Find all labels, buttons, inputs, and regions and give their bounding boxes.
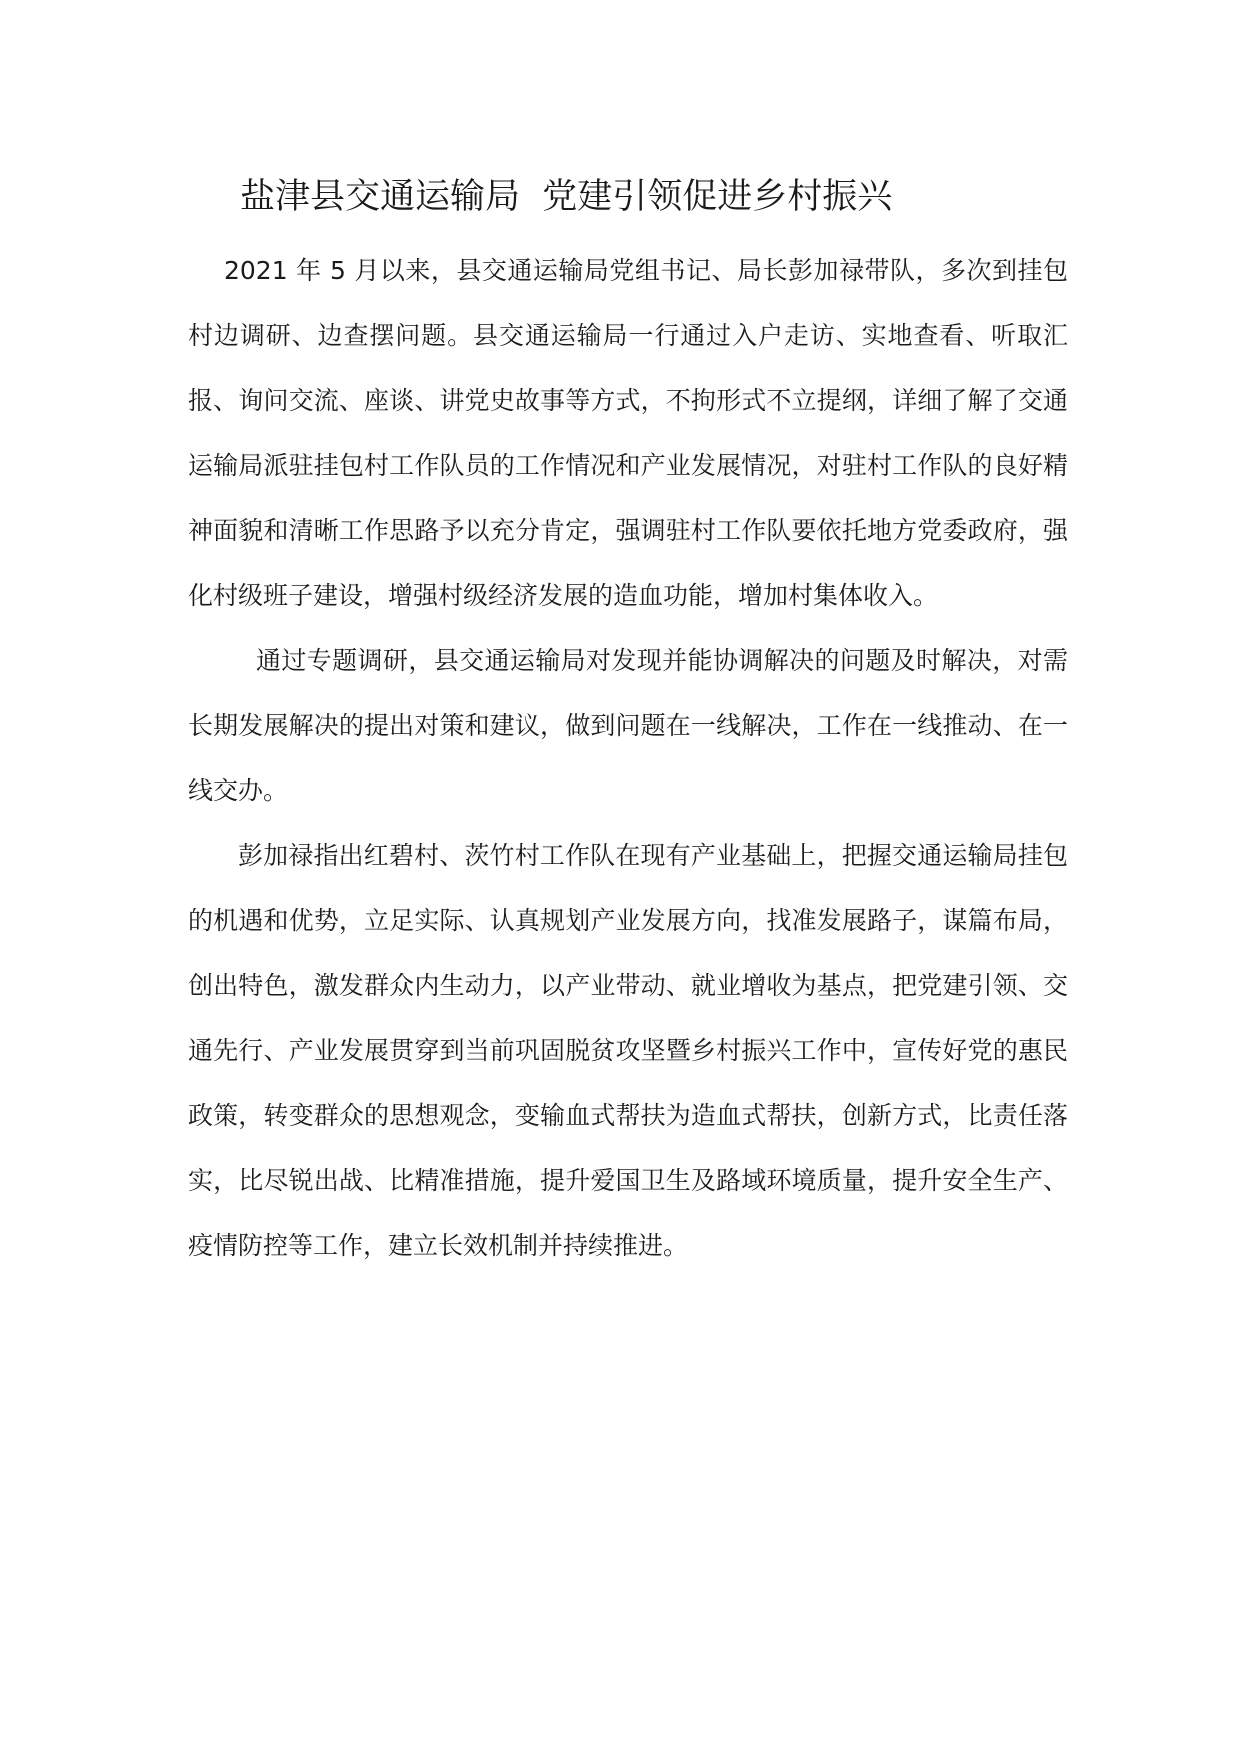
document-body: [188, 238, 1068, 1278]
document-title: 盐津县交通运输局 党建引领促进乡村振兴: [240, 177, 893, 217]
paragraph-3: 彭加禄指出红碧村、茨竹村工作队在现有产业基础上，把握交通运输局挂包的机遇和优势，立足实际、认真规划产业发展方向，找准发展路子，谋篇布局，创出特色，激发群众内生动力，以产业带动、就业增收为基点，把党建引领、交通先行、产业发展贯穿到当前巩固脱贫攻坚暨乡村振兴工作中，宣传好党的惠民政策，转变群众的思想观念，变输血式帮扶为造血式帮扶，创新方式，比责任落实，比尽锐出战、比精准措施，提升爱国卫生及路域环境质量，提升安全生产、疫情防控等工作，建立长效机制并持续推进。: [188, 841, 1068, 1260]
paragraph-1: 2021 年 5 月以来，县交通运输局党组书记、局长彭加禄带队，多次到挂包村边调研、边查摆问题。县交通运输局一行通过入户走访、实地查看、听取汇报、询问交流、座谈、讲党史故事等方式，不拘形式不立提纲，详细了解了交通运输局派驻挂包村工作队员的工作情况和产业发展情况，对驻村工作队的良好精神面貌和清晰工作思路予以充分肯定，强调驻村工作队要依托地方党委政府，强化村级班子建设，增强村级经济发展的造血功能，增加村集体收入。: [188, 256, 1068, 610]
paragraph-2: 通过专题调研，县交通运输局对发现并能协调解决的问题及时解决，对需长期发展解决的提出对策和建议，做到问题在一线解决，工作在一线推动、在一线交办。: [188, 646, 1068, 805]
